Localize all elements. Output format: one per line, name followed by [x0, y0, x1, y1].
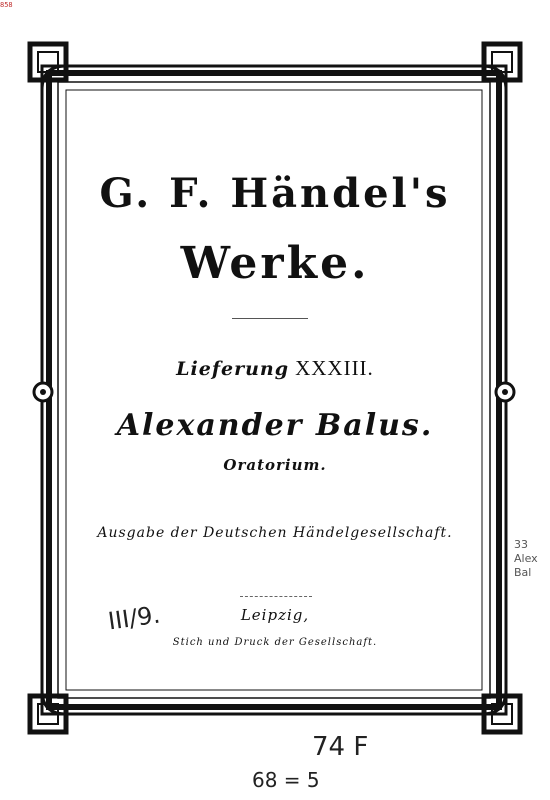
genre-label: Oratorium. — [223, 456, 327, 474]
work-title: Alexander Balus. — [116, 408, 434, 443]
handwritten-margin-note: 33 Alex Bal — [514, 538, 538, 579]
corner-ornament-bottom-left — [30, 690, 66, 732]
works-title: Werke. — [180, 238, 370, 289]
place-label: Leipzig, — [240, 606, 310, 624]
side-medallion-right — [496, 383, 514, 401]
printer-line: Stich und Druck der Gesellschaft. — [172, 637, 378, 648]
delivery-number: XXXIII. — [295, 356, 374, 380]
side-medallion-left — [34, 383, 52, 401]
composer-title: G. F. Händel's — [99, 170, 451, 217]
divider-rule — [232, 318, 308, 319]
corner-ornament-bottom-right — [482, 690, 520, 732]
handwritten-number-right: 74 F — [312, 732, 369, 762]
handwritten-number-bottom: 68 = 5 — [252, 768, 320, 792]
delivery-label: Lieferung — [176, 358, 290, 380]
edition-line: Ausgabe der Deutschen Händelgesellschaft. — [97, 525, 453, 541]
delivery-line — [0, 356, 550, 381]
handwritten-shelf-mark: III/9. — [106, 600, 162, 636]
divider-rule-dashed — [240, 596, 312, 597]
library-stamp: 858 — [0, 1, 13, 9]
